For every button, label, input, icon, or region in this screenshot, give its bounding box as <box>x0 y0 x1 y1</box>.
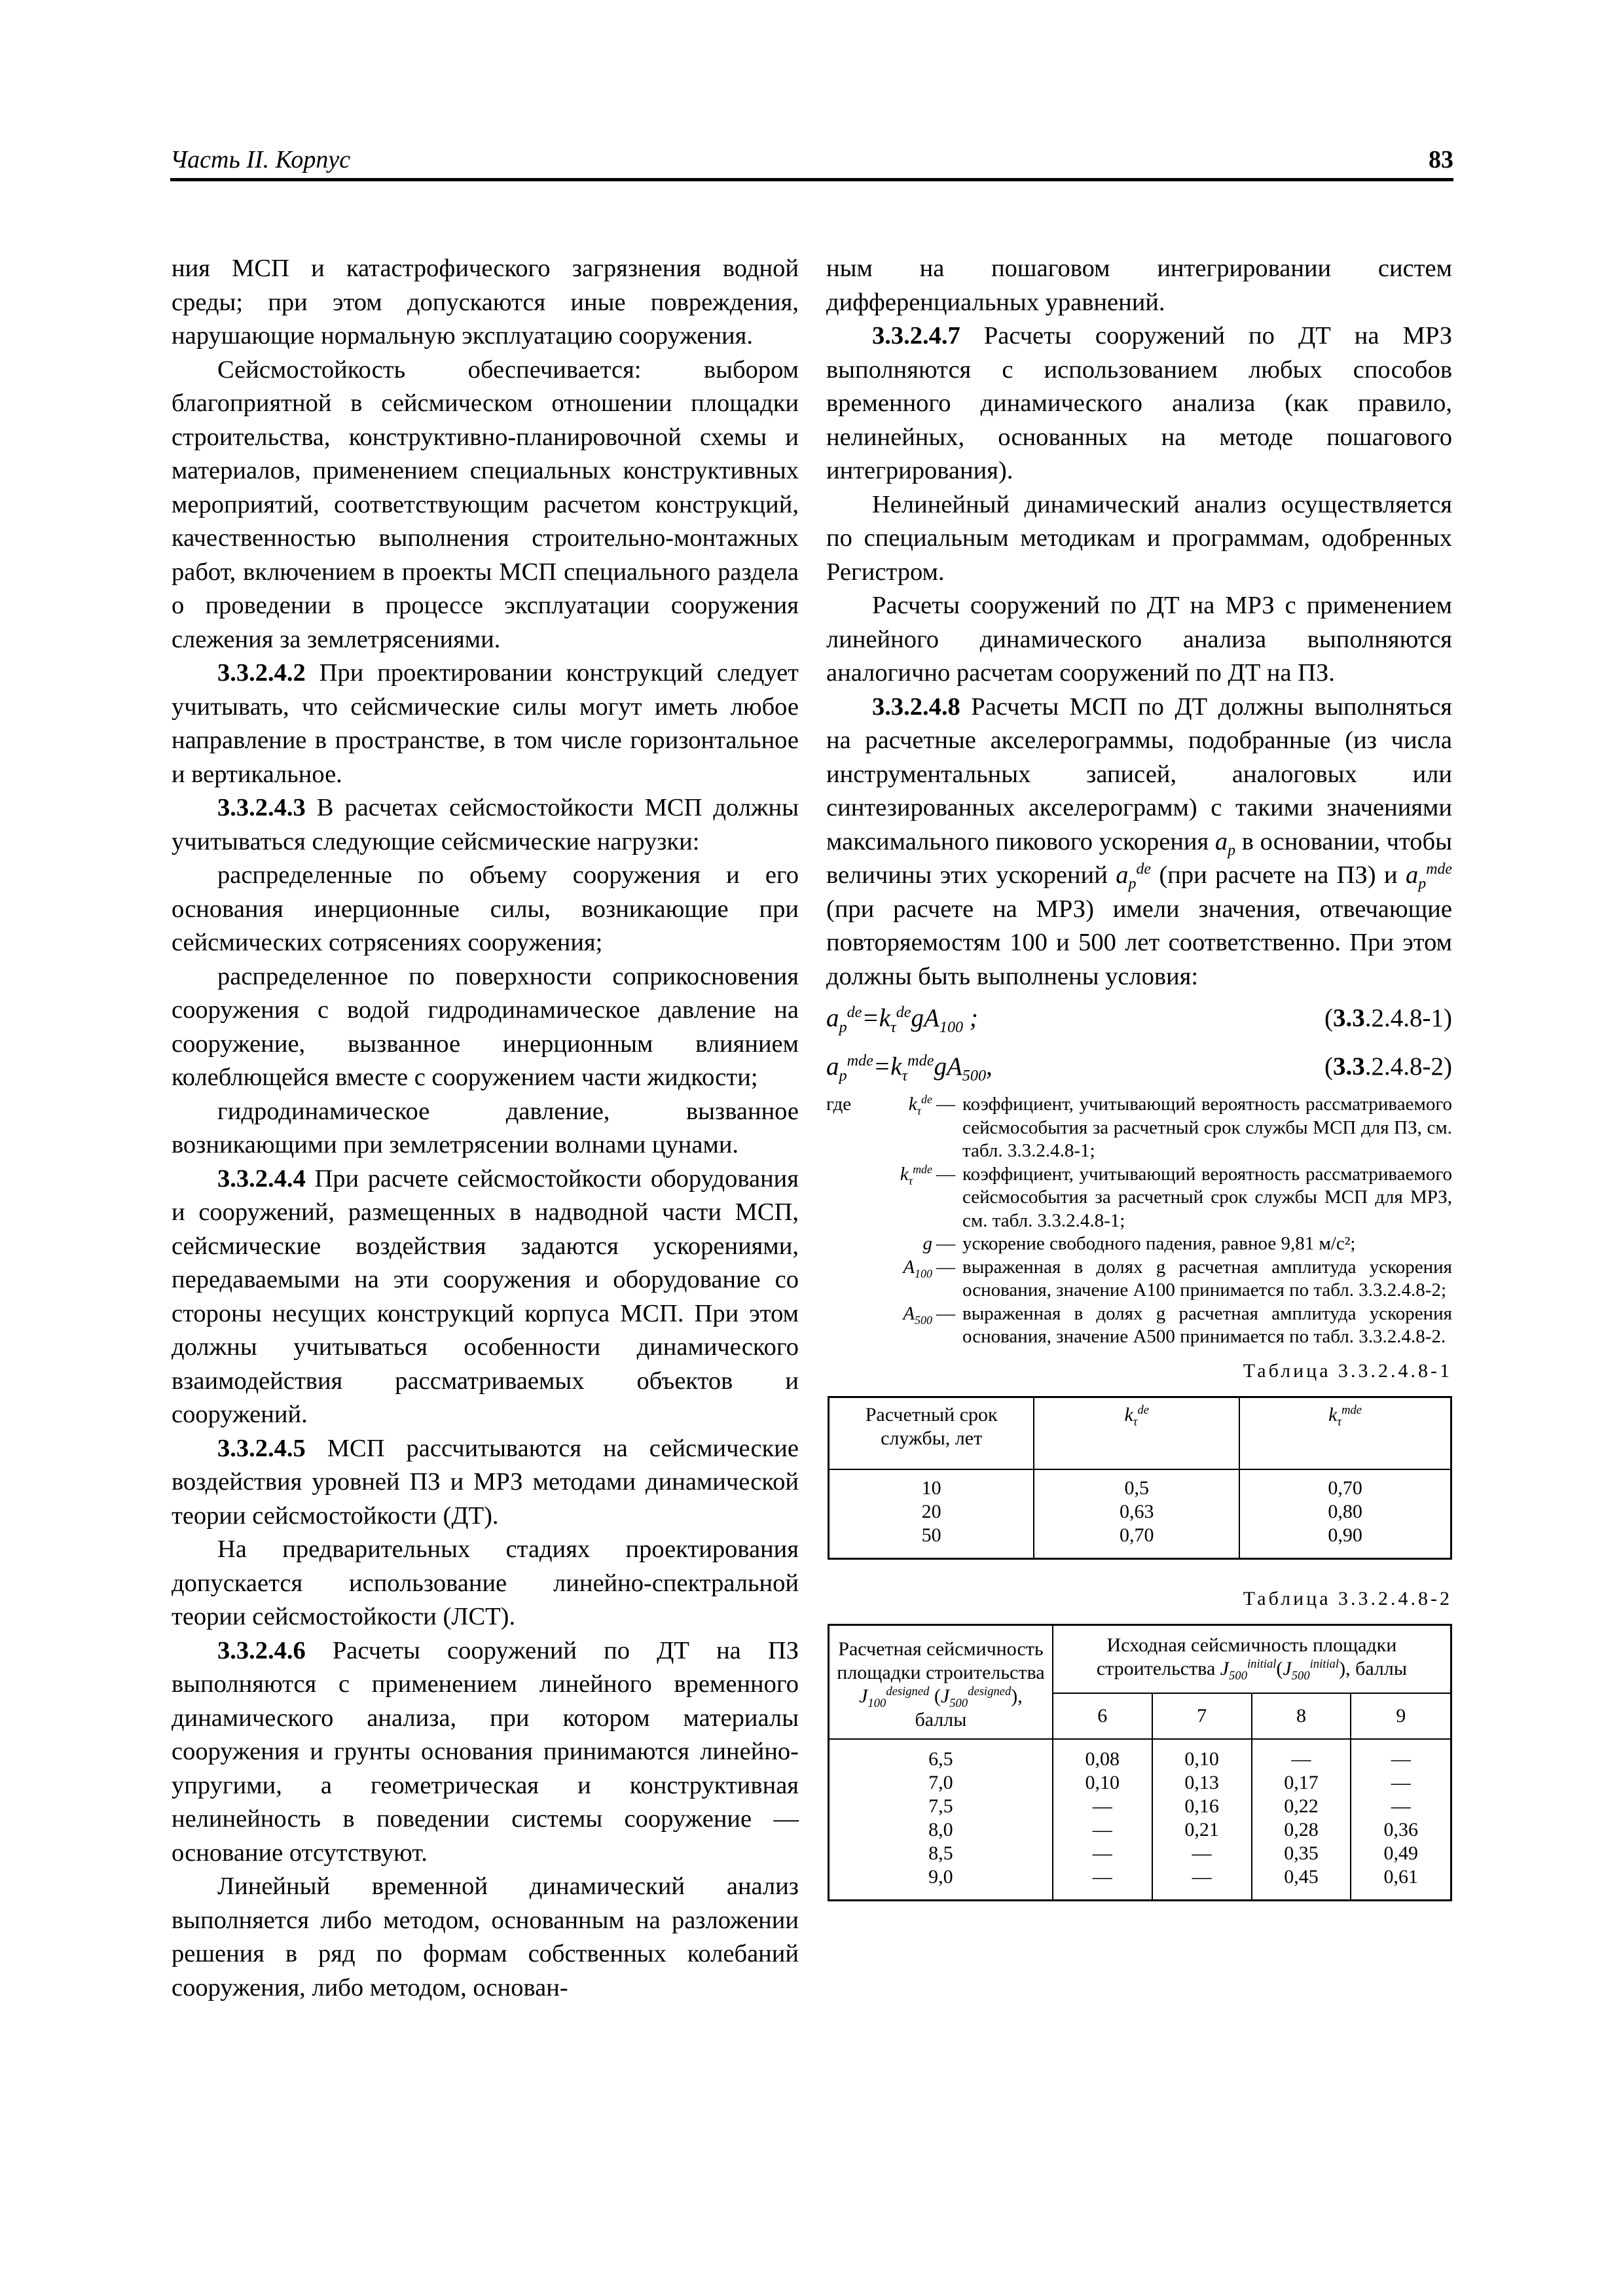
header-rule <box>170 178 1453 181</box>
formula-expression: $a_p^{de}=k_\tau^{de}gA_{100}$ ; <box>826 1003 978 1036</box>
formula-1 <box>826 1001 1452 1035</box>
clause-paragraph <box>172 1432 799 1534</box>
clause-number: 3.3.2.4.4 <box>217 1164 306 1193</box>
symbol-ap-mde: $a_p^{mde}$ <box>1406 861 1452 893</box>
paragraph: распределенные по объему сооружения и его основания инерционные силы, возникающие при сейсмических сотрясениях сооружения; <box>172 861 799 956</box>
formula-expression: $a_p^{mde}=k_\tau^{mde}gA_{500}$, <box>826 1052 993 1085</box>
paragraph: Линейный временной динамический анализ выполняется либо методом, основанным на разложении решения в ряд по формам собственных колебаний сооружения, либо методом, основан- <box>172 1873 799 2001</box>
table-cell: 10 20 50 <box>829 1469 1034 1559</box>
legend-item: $k_\tau^{mde}$ — коэффициент, учитывающий вероятность рассматриваемого сейсмособытия за расчетный срок службы МСП для МРЗ, см. табл. 3.3.2.4.8-1; <box>900 1162 1452 1231</box>
clause-paragraph <box>826 319 1452 488</box>
formula-number: (3.3.2.4.8-2) <box>1324 1052 1452 1081</box>
paragraph: ным на пошаговом интегрировании систем дифференциальных уравнений. <box>826 255 1452 316</box>
table-cell: 0,08 0,10 — — — — <box>1053 1739 1152 1901</box>
table-header-cell: Исходная сейсмичность площадки строительства $J_{500}^{initial}(J_{500}^{initial})$, баллы <box>1053 1624 1451 1693</box>
clause-paragraph <box>826 691 1452 994</box>
clause-paragraph <box>172 1162 799 1432</box>
table-header-cell: 8 <box>1252 1693 1351 1739</box>
legend-item: $A_{500}$ — выраженная в долях g расчетная амплитуда ускорения основания, значение A500 принимается по табл. 3.3.2.4.8-2. <box>903 1302 1452 1347</box>
table-header-cell: $k_\tau^{mde}$ <box>1239 1397 1451 1469</box>
paragraph: ния МСП и катастрофического загрязнения водной среды; при этом допускаются иные повреждения, нарушающие нормальную эксплуатацию сооружения. <box>172 255 799 350</box>
paragraph: Расчеты сооружений по ДТ на МРЗ с применением линейного динамического анализа выполняются аналогично расчетам сооружений по ДТ на ПЗ. <box>826 592 1452 687</box>
clause-number: 3.3.2.4.2 <box>217 659 306 687</box>
clause-number: 3.3.2.4.7 <box>872 322 960 350</box>
table-cell: — — — 0,36 0,49 0,61 <box>1351 1739 1451 1901</box>
table-seismicity <box>828 1624 1452 1901</box>
legend-item: $A_{100}$ — выраженная в долях g расчетная амплитуда ускорения основания, значение A100 принимается по табл. 3.3.2.4.8-2; <box>903 1256 1452 1300</box>
symbol-ap: $a_p$ <box>1214 827 1236 859</box>
symbol-ap-de: $a_p^{de}$ <box>1116 861 1151 893</box>
table-cell: 6,5 7,0 7,5 8,0 8,5 9,0 <box>829 1739 1053 1901</box>
table-header-cell: 9 <box>1351 1693 1451 1739</box>
paragraph: На предварительных стадиях проектирования допускается использование линейно-спектральной теории сейсмостойкости (ЛСТ). <box>172 1535 799 1630</box>
table-header-cell: 7 <box>1152 1693 1252 1739</box>
page-number: 83 <box>1429 146 1453 173</box>
running-header <box>170 145 1453 182</box>
table-header-cell: 6 <box>1053 1693 1152 1739</box>
clause-paragraph <box>172 656 799 791</box>
symbol-legend <box>826 1093 1452 1349</box>
legend-item: g — ускорение свободного падения, равное 9,81 м/с²; <box>922 1233 1356 1254</box>
table-cell: 0,10 0,13 0,16 0,21 — — <box>1152 1739 1252 1901</box>
left-column <box>172 252 799 2005</box>
clause-number: 3.3.2.4.5 <box>217 1434 306 1462</box>
table-service-life <box>828 1396 1452 1560</box>
table-cell: 0,5 0,63 0,70 <box>1034 1469 1239 1559</box>
table-cell: 0,70 0,80 0,90 <box>1239 1469 1451 1559</box>
clause-text: При расчете сейсмостойкости оборудования и сооружений, размещенных в надводной части МСП, сейсмические воздействия задаются ускорениями, передаваемыми на эти сооружения и оборудование со стороны несущих конструкций корпуса МСП. При этом должны учитываться особенности динамического взаимодействия рассматриваемых объектов и сооружений. <box>172 1164 799 1428</box>
table-caption: Таблица 3.3.2.4.8-1 <box>1243 1359 1452 1382</box>
table-header-cell: Расчетный срок службы, лет <box>829 1397 1034 1469</box>
paragraph: распределенное по поверхности соприкосновения сооружения с водой гидродинамическое давление на сооружение, вызванное инерционным влиянием колеблющейся вместе с сооружением части жидкости; <box>172 962 799 1091</box>
clause-text: Расчеты сооружений по ДТ на ПЗ выполняются с применением линейного временного динамического анализа, при котором материалы сооружения и грунты основания принимаются линейно-упругими, а геометрическая и конструктивная нелинейность в поведении системы сооружение — основание отсутствуют. <box>172 1636 799 1867</box>
clause-text: В расчетах сейсмостойкости МСП должны учитываться следующие сейсмические нагрузки: <box>172 794 799 855</box>
paragraph: гидродинамическое давление, вызванное возникающими при землетрясении волнами цунами. <box>172 1097 799 1158</box>
formula-2 <box>826 1050 1452 1084</box>
clause-text: МСП рассчитываются на сейсмические воздействия уровней ПЗ и МРЗ методами динамической теории сейсмостойкости (ДТ). <box>172 1434 799 1530</box>
clause-paragraph <box>172 1634 799 1871</box>
table-header-cell: $k_\tau^{de}$ <box>1034 1397 1239 1469</box>
legend-item: где $k_\tau^{de}$ — коэффициент, учитывающий вероятность рассматриваемого сейсмособытия за расчетный срок службы МСП для ПЗ, см. табл. 3.3.2.4.8-1; <box>826 1092 1452 1161</box>
clause-text: в основании, чтобы величины этих ускорений <box>826 827 1452 889</box>
clause-text: При проектировании конструкций следует учитывать, что сейсмические силы могут иметь любое направление в пространстве, в том числе горизонтальное и вертикальное. <box>172 659 799 788</box>
table-cell: — 0,17 0,22 0,28 0,35 0,45 <box>1252 1739 1351 1901</box>
table-header-cell: Расчетная сейсмичность площадки строительства $J_{100}^{designed}$ $(J_{500}^{designed})$, баллы <box>829 1624 1053 1739</box>
clause-text: (при расчете на МРЗ) имели значения, отвечающие повторяемостям 100 и 500 лет соответственно. При этом должны быть выполнены условия: <box>826 895 1452 990</box>
section-title: Часть II. Корпус <box>170 146 351 173</box>
clause-text: (при расчете на ПЗ) и <box>1150 861 1406 889</box>
paragraph: Нелинейный динамический анализ осуществляется по специальным методикам и программам, одобренных Регистром. <box>826 490 1452 586</box>
clause-text: Расчеты сооружений по ДТ на МРЗ выполняются с использованием любых способов временного динамического анализа (как правило, нелинейных, основанных на методе пошагового интегрирования). <box>826 322 1452 484</box>
clause-number: 3.3.2.4.8 <box>872 692 960 721</box>
clause-text: Расчеты МСП по ДТ должны выполняться на расчетные акселерограммы, подобранные (из числа инструментальных записей, аналоговых или синтезированных акселерограмм) с такими значениями максимального пикового ускорения <box>826 692 1452 855</box>
paragraph: Сейсмостойкость обеспечивается: выбором благоприятной в сейсмическом отношении площадки строительства, конструктивно-планировочной схемы и материалов, применением специальных конструктивных мероприятий, соответствующим расчетом конструкций, качественностью выполнения строительно-монтажных работ, включением в проекты МСП специального раздела о проведении в процессе эксплуатации сооружения слежения за землетрясениями. <box>172 355 799 653</box>
clause-number: 3.3.2.4.6 <box>217 1636 306 1664</box>
clause-number: 3.3.2.4.3 <box>217 794 306 821</box>
clause-paragraph <box>172 791 799 859</box>
right-column <box>826 252 1452 1901</box>
formula-number: (3.3.2.4.8-1) <box>1324 1004 1452 1032</box>
table-caption: Таблица 3.3.2.4.8-2 <box>1243 1587 1452 1609</box>
